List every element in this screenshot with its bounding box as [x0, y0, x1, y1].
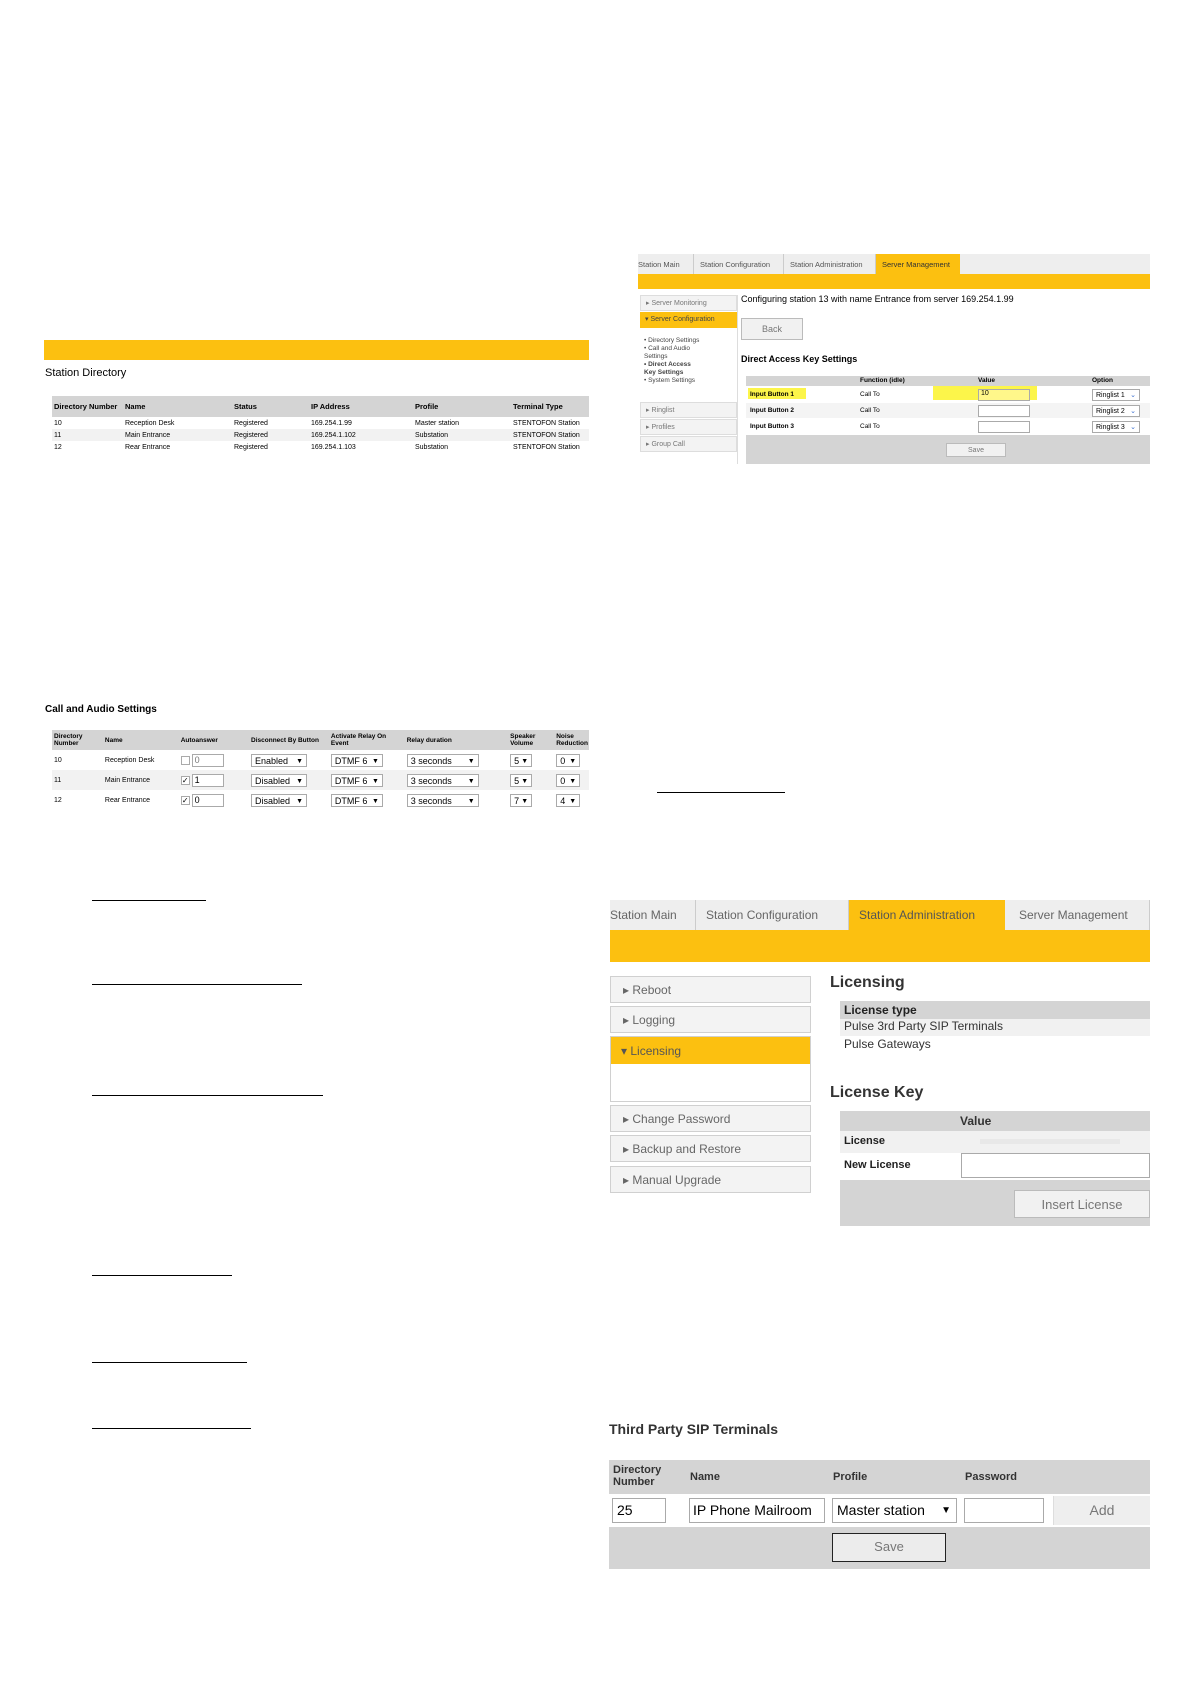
heading-underline — [92, 900, 206, 901]
name-input[interactable]: IP Phone Mailroom — [689, 1498, 825, 1523]
submenu-system-settings[interactable]: • System Settings — [644, 377, 696, 384]
menu-server-monitoring[interactable]: ▸ Server Monitoring — [640, 295, 737, 311]
col-status: Status — [234, 402, 257, 411]
add-button[interactable]: Add — [1053, 1496, 1150, 1525]
volume-select[interactable]: 7 ▼ — [510, 794, 532, 807]
duration-select[interactable]: 3 seconds ▼ — [407, 754, 479, 767]
noise-select[interactable]: 0 ▼ — [556, 754, 580, 767]
menu-licensing-group — [610, 1036, 811, 1102]
heading-underline — [657, 792, 785, 793]
heading-underline — [92, 984, 302, 985]
dak-option-select[interactable]: Ringlist 2 ⌄ — [1092, 405, 1140, 417]
dak-row-3: Input Button 3 Call To Ringlist 3 ⌄ — [746, 419, 1150, 434]
autoanswer-checkbox[interactable] — [181, 756, 190, 765]
licensing-panel — [610, 900, 1150, 1226]
tab-station-main[interactable]: Station Main — [638, 254, 694, 274]
autoanswer-value-input[interactable]: 0 — [192, 794, 224, 807]
table-row: 11 Main Entrance Registered 169.254.1.102 Substation STENTOFON Station — [52, 429, 589, 441]
licensing-yellow-bar — [610, 930, 1150, 962]
disconnect-select[interactable]: Disabled ▼ — [251, 774, 307, 787]
submenu-direct-access-key-settings[interactable]: • Direct Access Key Settings — [644, 361, 691, 376]
station-directory-title: Station Directory — [45, 367, 127, 379]
menu-logging[interactable]: ▸ Logging — [610, 1006, 811, 1033]
profile-select[interactable]: Master station ▼ — [832, 1498, 957, 1523]
dak-section-title: Direct Access Key Settings — [741, 354, 858, 364]
heading-underline — [92, 1362, 247, 1363]
tab-station-administration[interactable]: Station Administration — [849, 900, 1005, 930]
config-heading: Configuring station 13 with name Entrance from server 169.254.1.99 — [741, 294, 1014, 304]
menu-group-call[interactable]: ▸ Group Call — [640, 436, 737, 452]
noise-select[interactable]: 0 ▼ — [556, 774, 580, 787]
license-type-header: License type — [840, 1001, 1150, 1019]
autoanswer-checkbox[interactable]: ✓ — [181, 775, 189, 785]
sip-table-header: Directory Number Name Profile Password — [609, 1460, 1150, 1494]
menu-licensing[interactable]: ▾ Licensing — [611, 1037, 810, 1064]
license-key-header: Value — [840, 1111, 1150, 1131]
new-license-input[interactable] — [961, 1153, 1150, 1178]
heading-underline — [92, 1095, 323, 1096]
menu-manual-upgrade[interactable]: ▸ Manual Upgrade — [610, 1166, 811, 1193]
licensing-title: Licensing — [830, 974, 905, 991]
dak-row-1: Input Button 1 Call To 10 Ringlist 1 ⌄ — [746, 387, 1150, 402]
table-row: 10 Reception Desk 0 Enabled ▼ DTMF 6 ▼ 3 seconds ▼ 5 ▼ 0 ▼ — [52, 750, 589, 770]
dak-value-input[interactable] — [978, 405, 1030, 417]
menu-backup-restore[interactable]: ▸ Backup and Restore — [610, 1135, 811, 1162]
licensing-tab-bar — [610, 900, 1150, 930]
autoanswer-value-input[interactable]: 1 — [192, 774, 224, 787]
call-audio-title: Call and Audio Settings — [45, 704, 157, 715]
menu-server-configuration[interactable]: ▾ Server Configuration — [640, 312, 737, 328]
col-profile: Profile — [415, 402, 439, 411]
license-type-row: Pulse Gateways — [844, 1037, 931, 1051]
tab-station-main[interactable]: Station Main — [610, 900, 696, 930]
license-value-redacted — [980, 1139, 1120, 1144]
sip-table-row — [609, 1494, 1150, 1527]
disconnect-select[interactable]: Enabled ▼ — [251, 754, 307, 767]
sip-save-button[interactable]: Save — [832, 1533, 946, 1562]
submenu-call-audio-settings[interactable]: • Call and Audio Settings — [644, 345, 691, 360]
menu-ringlist[interactable]: ▸ Ringlist — [640, 402, 737, 418]
tab-station-configuration[interactable]: Station Configuration — [694, 254, 784, 274]
dak-option-select[interactable]: Ringlist 1 ⌄ — [1092, 389, 1140, 401]
submenu-directory-settings[interactable]: • Directory Settings — [644, 337, 700, 344]
disconnect-select[interactable]: Disabled ▼ — [251, 794, 307, 807]
relay-select[interactable]: DTMF 6 ▼ — [331, 794, 383, 807]
license-row: License — [840, 1131, 1150, 1153]
table-row: 12 Rear Entrance ✓ 0 Disabled ▼ DTMF 6 ▼ 3 seconds ▼ 7 ▼ 4 ▼ — [52, 790, 589, 810]
tab-server-management[interactable]: Server Management — [1005, 900, 1150, 930]
col-directory-number: Directory Number — [54, 401, 118, 411]
sip-terminals-title: Third Party SIP Terminals — [609, 1421, 779, 1437]
tab-station-configuration[interactable]: Station Configuration — [696, 900, 849, 930]
menu-reboot[interactable]: ▸ Reboot — [610, 976, 811, 1003]
relay-select[interactable]: DTMF 6 ▼ — [331, 754, 383, 767]
col-ip-address: IP Address — [311, 402, 350, 411]
license-key-title: License Key — [830, 1084, 924, 1101]
duration-select[interactable]: 3 seconds ▼ — [407, 794, 479, 807]
dak-value-input[interactable] — [978, 421, 1030, 433]
insert-license-button[interactable]: Insert License — [1014, 1190, 1150, 1218]
dak-table-header: Function (idle) Value Option — [746, 376, 1150, 386]
new-license-row: New License — [840, 1153, 1150, 1179]
password-input[interactable] — [964, 1498, 1044, 1523]
server-mgmt-panel — [638, 254, 1150, 464]
volume-select[interactable]: 5 ▼ — [510, 754, 532, 767]
heading-underline — [92, 1275, 232, 1276]
col-name: Name — [125, 402, 146, 411]
autoanswer-value-input[interactable]: 0 — [192, 754, 224, 767]
back-button[interactable]: Back — [741, 318, 803, 340]
server-menu — [640, 295, 738, 464]
menu-profiles[interactable]: ▸ Profiles — [640, 419, 737, 435]
license-type-row: Pulse 3rd Party SIP Terminals — [840, 1019, 1150, 1036]
relay-select[interactable]: DTMF 6 ▼ — [331, 774, 383, 787]
volume-select[interactable]: 5 ▼ — [510, 774, 532, 787]
noise-select[interactable]: 4 ▼ — [556, 794, 580, 807]
heading-underline — [92, 1428, 251, 1429]
duration-select[interactable]: 3 seconds ▼ — [407, 774, 479, 787]
tab-server-management[interactable]: Server Management — [876, 254, 960, 274]
table-row: 10 Reception Desk Registered 169.254.1.99 Master station STENTOFON Station — [54, 419, 580, 427]
directory-number-input[interactable]: 25 — [612, 1498, 666, 1523]
dak-save-button[interactable]: Save — [946, 443, 1006, 457]
table-row: 11 Main Entrance ✓ 1 Disabled ▼ DTMF 6 ▼ 3 seconds ▼ 5 ▼ 0 ▼ — [52, 770, 589, 790]
menu-change-password[interactable]: ▸ Change Password — [610, 1105, 811, 1132]
table-row: 12 Rear Entrance Registered 169.254.1.103 Substation STENTOFON Station — [54, 443, 580, 451]
call-audio-table: Directory Number Name Autoanswer Disconnect By Button Activate Relay On Event Relay duration Speaker Volume Noise Reduction 10 Reception Desk 0 Enabled ▼ DTMF 6 ▼ 3 seconds ▼ 5 ▼ 0 ▼ 11 Main Entrance ✓ 1 Disabled ▼ DTMF 6 ▼ 3 seconds ▼ 5 ▼ 0 ▼ 12 Rear Entrance ✓ 0 Disabled ▼ DTMF 6 ▼ 3 seconds ▼ 7 ▼ 4 ▼ — [52, 730, 589, 810]
station-directory-table — [52, 396, 589, 453]
tab-bar — [638, 254, 1150, 275]
dak-row-2: Input Button 2 Call To Ringlist 2 ⌄ — [746, 403, 1150, 418]
dak-option-select[interactable]: Ringlist 3 ⌄ — [1092, 421, 1140, 433]
submenu — [644, 337, 734, 385]
autoanswer-checkbox[interactable]: ✓ — [181, 795, 189, 805]
col-terminal-type: Terminal Type — [513, 402, 563, 411]
dak-value-input[interactable]: 10 — [978, 389, 1030, 401]
server-mgmt-yellow-bar — [638, 274, 1150, 289]
tab-station-administration[interactable]: Station Administration — [784, 254, 876, 274]
station-directory-header-bar — [44, 340, 589, 360]
